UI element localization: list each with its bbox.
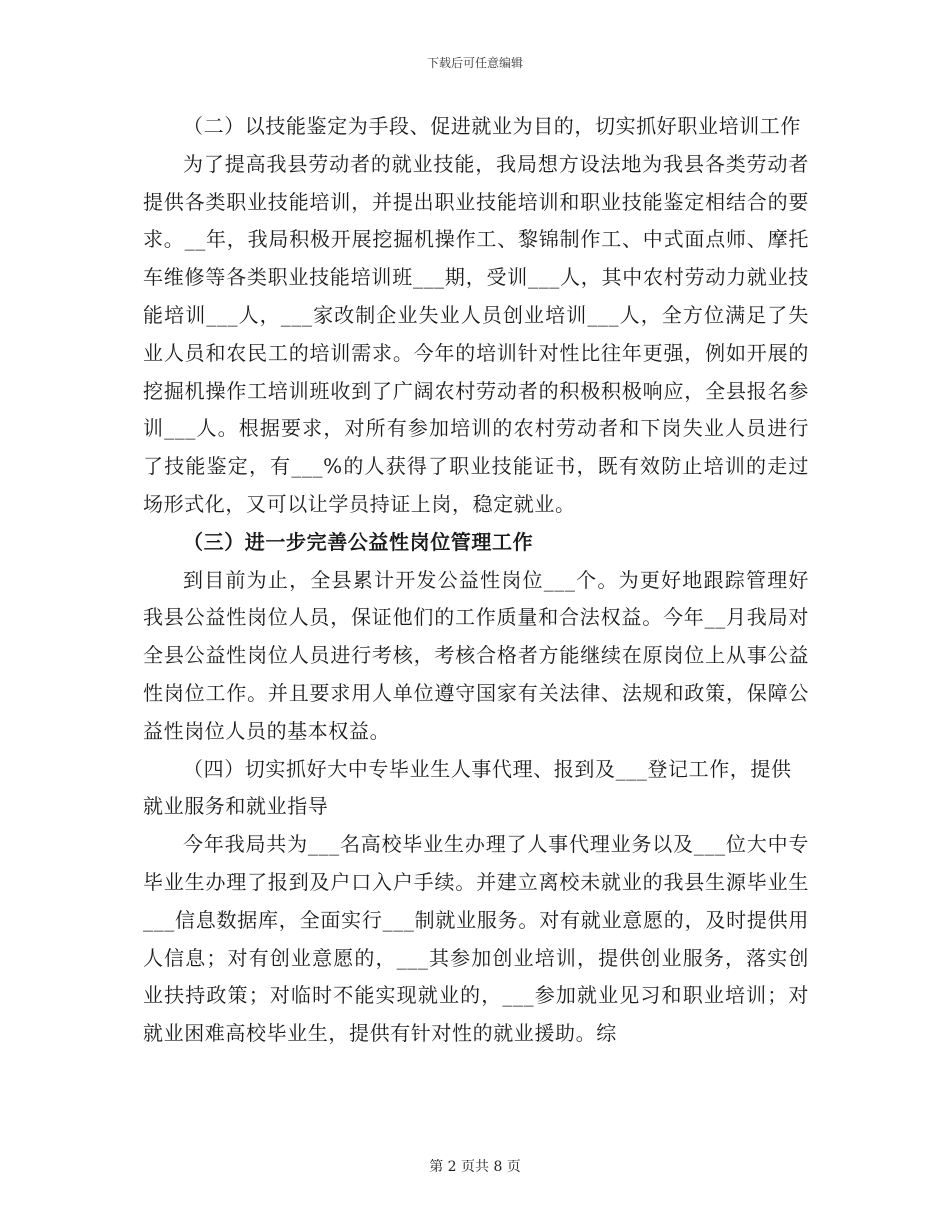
section-4-paragraph: 今年我局共为___名高校毕业生办理了人事代理业务以及___位大中专毕业生办理了报到及户口入户手续。并建立离校未就业的我县生源毕业生___信息数据库，全面实行___制就业服务。对有就业意愿的，及时提供用人信息；对有创业意愿的，___其参加创业培训，提供创业服务，落实创业扶持政策；对临时不能实现就业的，___参加就业见习和职业培训；对就业困难高校毕业生，提供有针对性的就业援助。综	[143, 832, 809, 1046]
section-3-heading: （三）进一步完善公益性岗位管理工作	[183, 529, 534, 554]
page-number: 第 2 页共 8 页	[429, 1159, 521, 1175]
section-2-paragraph: 为了提高我县劳动者的就业技能，我局想方设法地为我县各类劳动者提供各类职业技能培训，并提出职业技能培训和职业技能鉴定相结合的要求。__年，我局积极开展挖掘机操作工、黎锦制作工、中式面点师、摩托车维修等各类职业技能培训班___期，受训___人，其中农村劳动力就业技能培训___人，___家改制企业失业人员创业培训___人，全方位满足了失业人员和农民工的培训需求。今年的培训针对性比往年更强，例如开展的挖掘机操作工培训班收到了广阔农村劳动者的积极积极响应，全县报名参训___人。根据要求，对所有参加培训的农村劳动者和下岗失业人员进行了技能鉴定，有___%的人获得了职业技能证书，既有效防止培训的走过场形式化，又可以让学员持证上岗，稳定就业。	[143, 151, 809, 516]
page-header-note: 下载后可任意编辑	[426, 56, 523, 70]
document-body	[143, 108, 809, 1053]
section-3-paragraph: 到目前为止，全县累计开发公益性岗位___个。为更好地跟踪管理好我县公益性岗位人员，保证他们的工作质量和合法权益。今年__月我局对全县公益性岗位人员进行考核，考核合格者方能继续在原岗位上从事公益性岗位工作。并且要求用人单位遵守国家有关法律、法规和政策，保障公益性岗位人员的基本权益。	[143, 567, 809, 743]
section-2-heading: （二）以技能鉴定为手段、促进就业为目的，切实抓好职业培训工作	[183, 114, 801, 138]
section-4-heading: （四）切实抓好大中专毕业生人事代理、报到及___登记工作，提供就业服务和就业指导	[143, 756, 792, 819]
